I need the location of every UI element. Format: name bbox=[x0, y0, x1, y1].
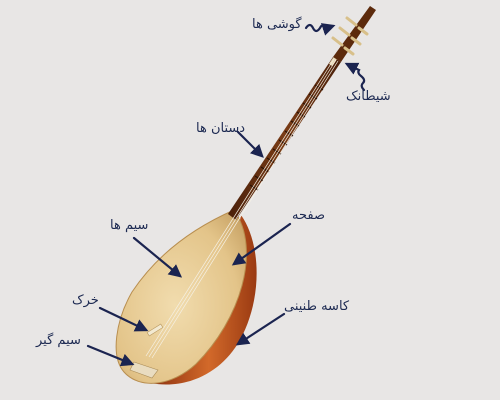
head bbox=[333, 6, 376, 62]
label-bowl: کاسه طنینی bbox=[284, 299, 350, 314]
label-tailpiece: سیم گیر bbox=[36, 333, 81, 348]
label-strings: سیم ها bbox=[110, 218, 149, 233]
label-nut: شیطانک bbox=[346, 89, 391, 104]
arrow-tuning-pegs bbox=[306, 25, 333, 31]
label-bridge: خرک bbox=[72, 293, 99, 308]
label-tuning-pegs: گوشی ها bbox=[252, 17, 302, 32]
arrow-nut bbox=[347, 64, 364, 90]
label-frets: دستان ها bbox=[196, 121, 246, 136]
label-soundboard: صفحه bbox=[292, 208, 325, 223]
